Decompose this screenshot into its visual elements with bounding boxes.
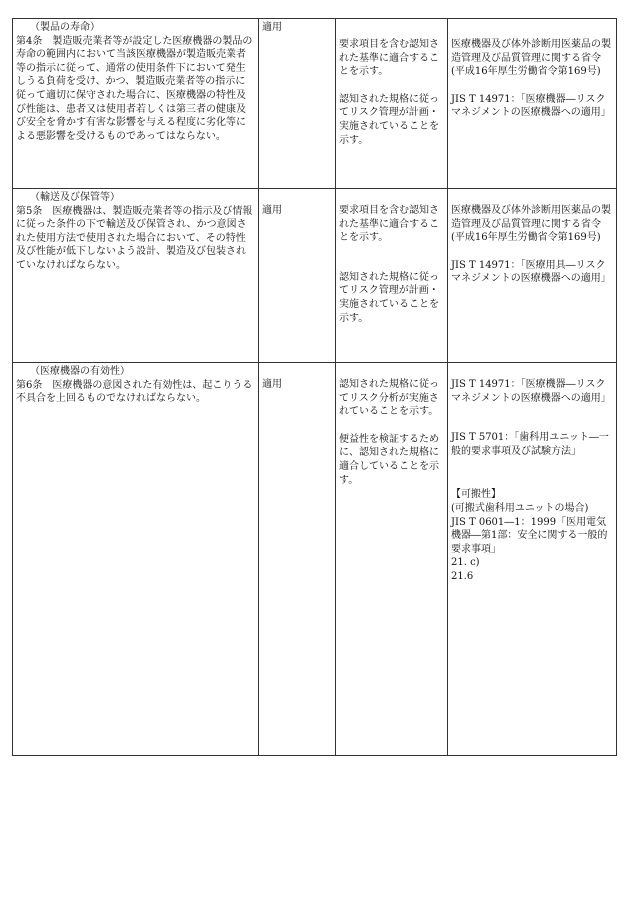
section-heading: （医療機器の有効性）	[30, 366, 130, 377]
standard-text: 医療機器及び体外診断用医薬品の製造管理及び品質管理に関する省令(平成16年厚生労働省令第169号)	[451, 205, 611, 244]
standard-cell	[448, 19, 617, 189]
portable-subtitle: (可搬式歯科用ユニットの場合)	[451, 502, 589, 514]
method-text: 認知された規格に従ってリスク管理が計画・実施されていることを示す。	[339, 93, 439, 146]
applicability-value: 適用	[262, 22, 282, 33]
method-text: 要求項目を含む認知された基準に適合することを示す。	[339, 205, 439, 244]
method-cell	[336, 363, 448, 756]
requirement-cell	[13, 189, 259, 363]
table-row	[13, 363, 617, 756]
method-text: 便益性を検証するために、認知された規格に適合していることを示す。	[339, 433, 439, 486]
method-text: 要求項目を含む認知された基準に適合することを示す。	[339, 39, 439, 78]
article-text: 医療機器は、製造販売業者等の指示及び情報に従った条件の下で輸送及び保管され、かつ意図された使用方法で使用された場合において、その特性及び性能が低下しないよう設計、製造及び包装されていなければならない。	[16, 205, 253, 271]
applicability-value: 適用	[262, 379, 282, 390]
standard-text: JIS T 14971：「医療機器―リスクマネジメントの医療機器への適用」	[451, 379, 611, 404]
article-text: 製造販売業者等が設定した医療機器の製品の寿命の範囲内において当該医療機器が製造販売業者等の指示に従って、通常の使用条件下において発生しうる負荷を受け、かつ、製造販売業者等の指示に従って適切に保守された場合に、医療機器の特性及び性能は、患者又は使用者若しくは第三者の健康及び安全を脅かす有害な影響を与える程度に劣化等による悪影響を受けるものであってはならない。	[16, 35, 253, 142]
section-heading: （製品の寿命）	[30, 22, 100, 33]
portable-standard: JIS T 0601―1：1999「医用電気機器―第1部：安全に関する一般的要求事項」	[451, 516, 608, 555]
standard-cell	[448, 363, 617, 756]
portable-clause: 21.6	[451, 570, 474, 582]
standard-text: JIS T 5701：「歯科用ユニット―一般的要求事項及び試験方法」	[451, 432, 609, 457]
method-cell	[336, 189, 448, 363]
requirement-cell	[13, 19, 259, 189]
requirement-cell	[13, 363, 259, 756]
standard-cell	[448, 189, 617, 363]
table-row	[13, 19, 617, 189]
article-number: 第6条	[16, 379, 43, 391]
article-number: 第5条	[16, 205, 43, 217]
section-heading: （輸送及び保管等）	[30, 192, 120, 203]
article-number: 第4条	[16, 35, 43, 47]
table-row	[13, 189, 617, 363]
article-text: 医療機器の意図された有効性は、起こりうる不具合を上回るものでなければならない。	[16, 379, 253, 405]
standard-text: JIS T 14971：「医療機器―リスクマネジメントの医療機器への適用」	[451, 93, 611, 119]
standard-text: JIS T 14971：「医療用具―リスクマネジメントの医療機器への適用」	[451, 259, 611, 285]
method-text: 認知された規格に従ってリスク分析が実施されていることを示す。	[339, 379, 439, 418]
requirements-table	[12, 18, 617, 756]
applicability-cell	[259, 363, 336, 756]
applicability-cell	[259, 19, 336, 189]
applicability-cell	[259, 189, 336, 363]
portable-title: 【可搬性】	[451, 489, 501, 501]
standard-text: 医療機器及び体外診断用医薬品の製造管理及び品質管理に関する省令(平成16年厚生労働省令第169号)	[451, 39, 611, 78]
method-text: 認知された規格に従ってリスク管理が計画・実施されていることを示す。	[339, 271, 439, 324]
portable-clause: 21. c)	[451, 557, 480, 569]
applicability-value: 適用	[262, 205, 282, 216]
method-cell	[336, 19, 448, 189]
